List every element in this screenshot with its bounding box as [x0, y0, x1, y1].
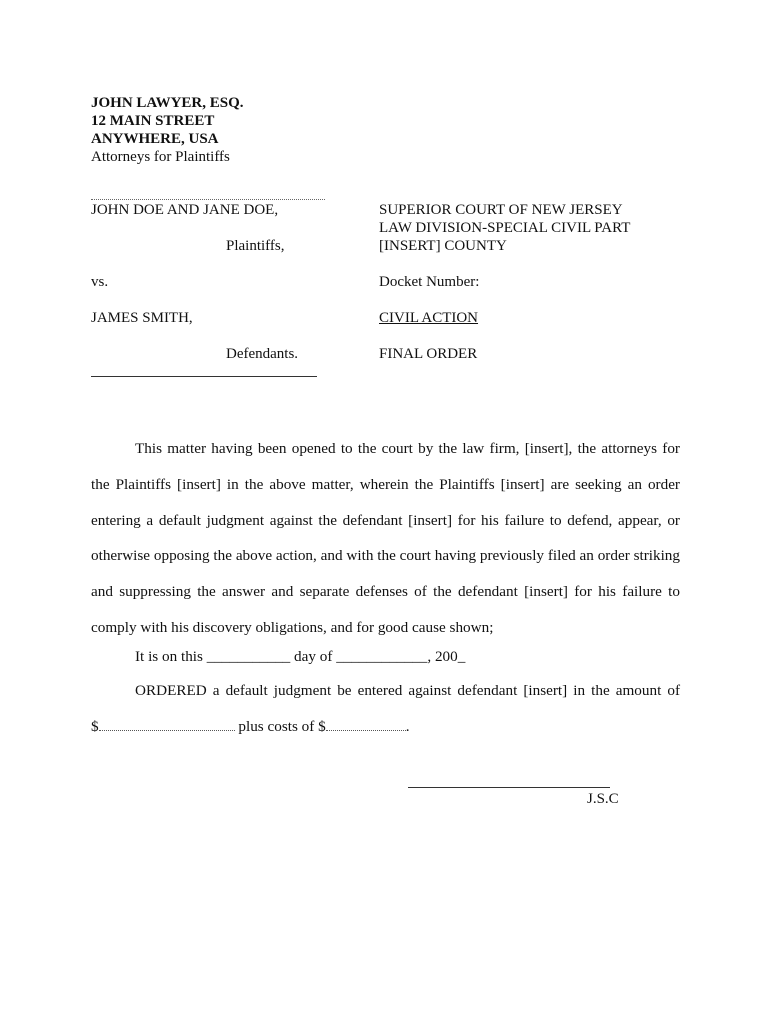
docket-number-label: Docket Number: [379, 274, 480, 290]
attorney-role: Attorneys for Plaintiffs [91, 149, 230, 165]
plaintiffs-names: JOHN DOE AND JANE DOE, [91, 202, 279, 218]
ordered-line: ORDERED a default judgment be entered against defendant [insert] in the amount of [135, 682, 680, 699]
order-body-paragraph: This matter having been opened to the court by the law firm, [insert], the attorneys for the Plaintiffs [insert] in the above matter, wherein the Plaintiffs [insert] are seeking an order entering a default judgment against the defendant [insert] for his failure to defend, appear, or otherwise opposing the above action, and with the court having previously filed an order striking and suppressing the answer and separate defenses of the defendant [insert] for his failure to comply with his discovery obligations, and for good cause shown; [91, 440, 680, 636]
judgment-amount-blank[interactable] [99, 718, 235, 731]
amount-line-period: . [405, 718, 410, 735]
civil-action-label: CIVIL ACTION [379, 310, 479, 326]
defendants-label: Defendants. [226, 346, 299, 362]
attorney-street: 12 MAIN STREET [91, 113, 215, 129]
amount-line [91, 718, 410, 736]
caption-bottom-rule [91, 376, 317, 377]
judge-signature-line [408, 787, 610, 788]
dollar-sign: $ [91, 718, 99, 735]
order-title: FINAL ORDER [379, 346, 478, 362]
costs-amount-blank[interactable] [326, 718, 406, 731]
court-line-3: [INSERT] COUNTY [379, 238, 507, 254]
caption-top-rule [91, 199, 325, 200]
court-line-2: LAW DIVISION-SPECIAL CIVIL PART [379, 220, 631, 236]
versus-label: vs. [91, 274, 109, 290]
plaintiffs-label: Plaintiffs, [226, 238, 285, 254]
attorney-block [91, 94, 244, 166]
date-line: It is on this ___________ day of ____________, 200_ [135, 648, 466, 665]
court-line-1: SUPERIOR COURT OF NEW JERSEY [379, 202, 623, 218]
attorney-name: JOHN LAWYER, ESQ. [91, 95, 244, 111]
attorney-city: ANYWHERE, USA [91, 131, 219, 147]
judge-title: J.S.C [587, 791, 619, 807]
plus-costs-label: plus costs of $ [234, 718, 326, 735]
defendant-name: JAMES SMITH, [91, 310, 193, 326]
court-block [379, 201, 630, 255]
